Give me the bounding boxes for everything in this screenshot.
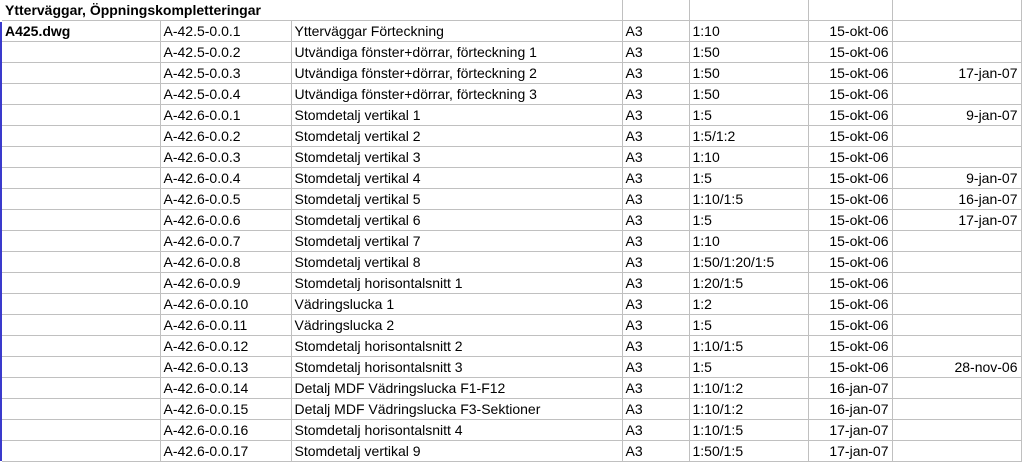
date-cell[interactable]: 16-jan-07 xyxy=(808,399,892,420)
revision-date-cell[interactable] xyxy=(892,441,1021,462)
drawing-number-cell[interactable]: A-42.6-0.0.16 xyxy=(160,420,291,441)
revision-date-cell[interactable] xyxy=(892,420,1021,441)
cell[interactable] xyxy=(2,273,160,294)
date-cell[interactable]: 15-okt-06 xyxy=(808,168,892,189)
size-cell[interactable]: A3 xyxy=(622,126,689,147)
description-cell[interactable]: Stomdetalj vertikal 8 xyxy=(291,252,622,273)
table-row xyxy=(2,420,1021,441)
cell[interactable] xyxy=(2,294,160,315)
revision-date-cell[interactable]: 9-jan-07 xyxy=(892,105,1021,126)
table-row xyxy=(2,252,1021,273)
drawing-number-cell[interactable]: A-42.6-0.0.12 xyxy=(160,336,291,357)
revision-date-cell[interactable] xyxy=(892,147,1021,168)
description-cell[interactable]: Utvändiga fönster+dörrar, förteckning 3 xyxy=(291,84,622,105)
revision-date-cell[interactable]: 28-nov-06 xyxy=(892,357,1021,378)
size-cell[interactable]: A3 xyxy=(622,231,689,252)
size-cell[interactable]: A3 xyxy=(622,189,689,210)
date-cell[interactable]: 15-okt-06 xyxy=(808,294,892,315)
scale-cell[interactable]: 1:2 xyxy=(689,294,808,315)
size-cell[interactable]: A3 xyxy=(622,147,689,168)
drawing-number-cell[interactable]: A-42.5-0.0.2 xyxy=(160,42,291,63)
table-row xyxy=(2,273,1021,294)
description-cell[interactable]: Stomdetalj vertikal 5 xyxy=(291,189,622,210)
scale-cell[interactable]: 1:5 xyxy=(689,168,808,189)
scale-cell[interactable]: 1:10/1:5 xyxy=(689,336,808,357)
drawing-number-cell[interactable]: A-42.5-0.0.4 xyxy=(160,84,291,105)
scale-cell[interactable]: 1:10/1:2 xyxy=(689,378,808,399)
revision-date-cell[interactable] xyxy=(892,84,1021,105)
drawing-number-cell[interactable]: A-42.5-0.0.1 xyxy=(160,21,291,42)
description-cell[interactable]: Stomdetalj vertikal 1 xyxy=(291,105,622,126)
drawing-number-cell[interactable]: A-42.6-0.0.17 xyxy=(160,441,291,462)
date-cell[interactable]: 15-okt-06 xyxy=(808,315,892,336)
date-cell[interactable]: 15-okt-06 xyxy=(808,189,892,210)
revision-date-cell[interactable] xyxy=(892,21,1021,42)
table-row xyxy=(2,63,1021,84)
date-cell[interactable]: 15-okt-06 xyxy=(808,105,892,126)
table-row xyxy=(2,126,1021,147)
cell[interactable] xyxy=(2,168,160,189)
revision-date-cell[interactable]: 17-jan-07 xyxy=(892,63,1021,84)
size-cell[interactable]: A3 xyxy=(622,42,689,63)
cell[interactable] xyxy=(622,0,689,21)
drawing-number-cell[interactable]: A-42.6-0.0.1 xyxy=(160,105,291,126)
revision-date-cell[interactable] xyxy=(892,231,1021,252)
revision-date-cell[interactable]: 9-jan-07 xyxy=(892,168,1021,189)
scale-cell[interactable]: 1:10 xyxy=(689,231,808,252)
size-cell[interactable]: A3 xyxy=(622,63,689,84)
cell[interactable] xyxy=(2,231,160,252)
revision-date-cell[interactable]: 16-jan-07 xyxy=(892,189,1021,210)
size-cell[interactable]: A3 xyxy=(622,105,689,126)
table-row xyxy=(2,84,1021,105)
date-cell[interactable]: 15-okt-06 xyxy=(808,231,892,252)
drawing-number-cell[interactable]: A-42.5-0.0.3 xyxy=(160,63,291,84)
cell[interactable] xyxy=(2,441,160,462)
table-row xyxy=(2,315,1021,336)
scale-cell[interactable]: 1:50/1:20/1:5 xyxy=(689,252,808,273)
revision-date-cell[interactable] xyxy=(892,273,1021,294)
revision-date-cell[interactable] xyxy=(892,336,1021,357)
date-cell[interactable]: 15-okt-06 xyxy=(808,126,892,147)
revision-date-cell[interactable] xyxy=(892,252,1021,273)
drawing-number-cell[interactable]: A-42.6-0.0.13 xyxy=(160,357,291,378)
drawing-number-cell[interactable]: A-42.6-0.0.3 xyxy=(160,147,291,168)
scale-cell[interactable]: 1:10 xyxy=(689,21,808,42)
date-cell[interactable]: 15-okt-06 xyxy=(808,357,892,378)
size-cell[interactable]: A3 xyxy=(622,84,689,105)
table-row xyxy=(2,105,1021,126)
cell[interactable] xyxy=(2,63,160,84)
cell[interactable] xyxy=(2,147,160,168)
scale-cell[interactable]: 1:5 xyxy=(689,357,808,378)
description-cell[interactable]: Stomdetalj horisontalsnitt 2 xyxy=(291,336,622,357)
sheet-title[interactable]: Ytterväggar, Öppningskompletteringar xyxy=(2,0,622,21)
table-row xyxy=(2,42,1021,63)
date-cell[interactable]: 15-okt-06 xyxy=(808,273,892,294)
description-cell[interactable]: Vädringslucka 1 xyxy=(291,294,622,315)
size-cell[interactable]: A3 xyxy=(622,378,689,399)
cell[interactable] xyxy=(2,126,160,147)
date-cell[interactable]: 15-okt-06 xyxy=(808,252,892,273)
table-row xyxy=(2,336,1021,357)
scale-cell[interactable]: 1:10 xyxy=(689,147,808,168)
table-row xyxy=(2,21,1021,42)
description-cell[interactable]: Stomdetalj vertikal 3 xyxy=(291,147,622,168)
revision-date-cell[interactable] xyxy=(892,399,1021,420)
date-cell[interactable]: 15-okt-06 xyxy=(808,84,892,105)
table-row xyxy=(2,210,1021,231)
description-cell[interactable]: Utvändiga fönster+dörrar, förteckning 2 xyxy=(291,63,622,84)
description-cell[interactable]: Stomdetalj horisontalsnitt 4 xyxy=(291,420,622,441)
description-cell[interactable]: Ytterväggar Förteckning xyxy=(291,21,622,42)
revision-date-cell[interactable] xyxy=(892,378,1021,399)
cell[interactable] xyxy=(2,42,160,63)
description-cell[interactable]: Vädringslucka 2 xyxy=(291,315,622,336)
date-cell[interactable]: 15-okt-06 xyxy=(808,336,892,357)
revision-date-cell[interactable] xyxy=(892,315,1021,336)
cell[interactable] xyxy=(2,399,160,420)
drawing-number-cell[interactable]: A-42.6-0.0.15 xyxy=(160,399,291,420)
size-cell[interactable]: A3 xyxy=(622,21,689,42)
size-cell[interactable]: A3 xyxy=(622,441,689,462)
table-row xyxy=(2,399,1021,420)
revision-date-cell[interactable] xyxy=(892,294,1021,315)
description-cell[interactable]: Stomdetalj horisontalsnitt 1 xyxy=(291,273,622,294)
cell[interactable] xyxy=(2,189,160,210)
scale-cell[interactable]: 1:50 xyxy=(689,84,808,105)
cell[interactable] xyxy=(2,378,160,399)
drawing-number-cell[interactable]: A-42.6-0.0.6 xyxy=(160,210,291,231)
cell[interactable] xyxy=(2,336,160,357)
drawing-number-cell[interactable]: A-42.6-0.0.11 xyxy=(160,315,291,336)
description-cell[interactable]: Stomdetalj vertikal 9 xyxy=(291,441,622,462)
cell[interactable] xyxy=(2,315,160,336)
drawing-number-cell[interactable]: A-42.6-0.0.2 xyxy=(160,126,291,147)
table-row xyxy=(2,357,1021,378)
cell[interactable] xyxy=(2,210,160,231)
date-cell[interactable]: 17-jan-07 xyxy=(808,441,892,462)
cell[interactable] xyxy=(2,357,160,378)
description-cell[interactable]: Detalj MDF Vädringslucka F3-Sektioner xyxy=(291,399,622,420)
cell[interactable] xyxy=(2,84,160,105)
drawing-number-cell[interactable]: A-42.6-0.0.14 xyxy=(160,378,291,399)
scale-cell[interactable]: 1:5 xyxy=(689,105,808,126)
drawing-number-cell[interactable]: A-42.6-0.0.8 xyxy=(160,252,291,273)
cell[interactable] xyxy=(689,0,808,21)
cell[interactable] xyxy=(808,0,892,21)
size-cell[interactable]: A3 xyxy=(622,210,689,231)
scale-cell[interactable]: 1:20/1:5 xyxy=(689,273,808,294)
size-cell[interactable]: A3 xyxy=(622,168,689,189)
size-cell[interactable]: A3 xyxy=(622,315,689,336)
scale-cell[interactable]: 1:5 xyxy=(689,315,808,336)
scale-cell[interactable]: 1:50 xyxy=(689,42,808,63)
scale-cell[interactable]: 1:50/1:5 xyxy=(689,441,808,462)
size-cell[interactable]: A3 xyxy=(622,252,689,273)
scale-cell[interactable]: 1:10/1:5 xyxy=(689,189,808,210)
table-row xyxy=(2,231,1021,252)
cell[interactable] xyxy=(2,105,160,126)
description-cell[interactable]: Stomdetalj vertikal 4 xyxy=(291,168,622,189)
date-cell[interactable]: 15-okt-06 xyxy=(808,147,892,168)
drawing-list-table xyxy=(2,0,1022,462)
revision-date-cell[interactable]: 17-jan-07 xyxy=(892,210,1021,231)
title-row xyxy=(2,0,1021,21)
scale-cell[interactable]: 1:50 xyxy=(689,63,808,84)
scale-cell[interactable]: 1:10/1:5 xyxy=(689,420,808,441)
cell[interactable] xyxy=(2,420,160,441)
size-cell[interactable]: A3 xyxy=(622,357,689,378)
description-cell[interactable]: Stomdetalj horisontalsnitt 3 xyxy=(291,357,622,378)
description-cell[interactable]: Stomdetalj vertikal 2 xyxy=(291,126,622,147)
description-cell[interactable]: Utvändiga fönster+dörrar, förteckning 1 xyxy=(291,42,622,63)
table-row xyxy=(2,147,1021,168)
scale-cell[interactable]: 1:10/1:2 xyxy=(689,399,808,420)
size-cell[interactable]: A3 xyxy=(622,294,689,315)
description-cell[interactable]: Stomdetalj vertikal 6 xyxy=(291,210,622,231)
cell[interactable] xyxy=(892,0,1021,21)
scale-cell[interactable]: 1:5/1:2 xyxy=(689,126,808,147)
file-name-cell[interactable]: A425.dwg xyxy=(2,21,160,42)
size-cell[interactable]: A3 xyxy=(622,399,689,420)
drawing-number-cell[interactable]: A-42.6-0.0.4 xyxy=(160,168,291,189)
scale-cell[interactable]: 1:5 xyxy=(689,210,808,231)
description-cell[interactable]: Detalj MDF Vädringslucka F1-F12 xyxy=(291,378,622,399)
drawing-number-cell[interactable]: A-42.6-0.0.5 xyxy=(160,189,291,210)
date-cell[interactable]: 15-okt-06 xyxy=(808,210,892,231)
size-cell[interactable]: A3 xyxy=(622,420,689,441)
date-cell[interactable]: 15-okt-06 xyxy=(808,63,892,84)
revision-date-cell[interactable] xyxy=(892,42,1021,63)
cell[interactable] xyxy=(2,252,160,273)
drawing-number-cell[interactable]: A-42.6-0.0.10 xyxy=(160,294,291,315)
date-cell[interactable]: 15-okt-06 xyxy=(808,42,892,63)
description-cell[interactable]: Stomdetalj vertikal 7 xyxy=(291,231,622,252)
table-row xyxy=(2,168,1021,189)
table-row xyxy=(2,378,1021,399)
table-row xyxy=(2,294,1021,315)
size-cell[interactable]: A3 xyxy=(622,336,689,357)
date-cell[interactable]: 17-jan-07 xyxy=(808,420,892,441)
drawing-number-cell[interactable]: A-42.6-0.0.9 xyxy=(160,273,291,294)
drawing-number-cell[interactable]: A-42.6-0.0.7 xyxy=(160,231,291,252)
size-cell[interactable]: A3 xyxy=(622,273,689,294)
table-row xyxy=(2,189,1021,210)
table-row xyxy=(2,441,1021,462)
revision-date-cell[interactable] xyxy=(892,126,1021,147)
date-cell[interactable]: 16-jan-07 xyxy=(808,378,892,399)
date-cell[interactable]: 15-okt-06 xyxy=(808,21,892,42)
